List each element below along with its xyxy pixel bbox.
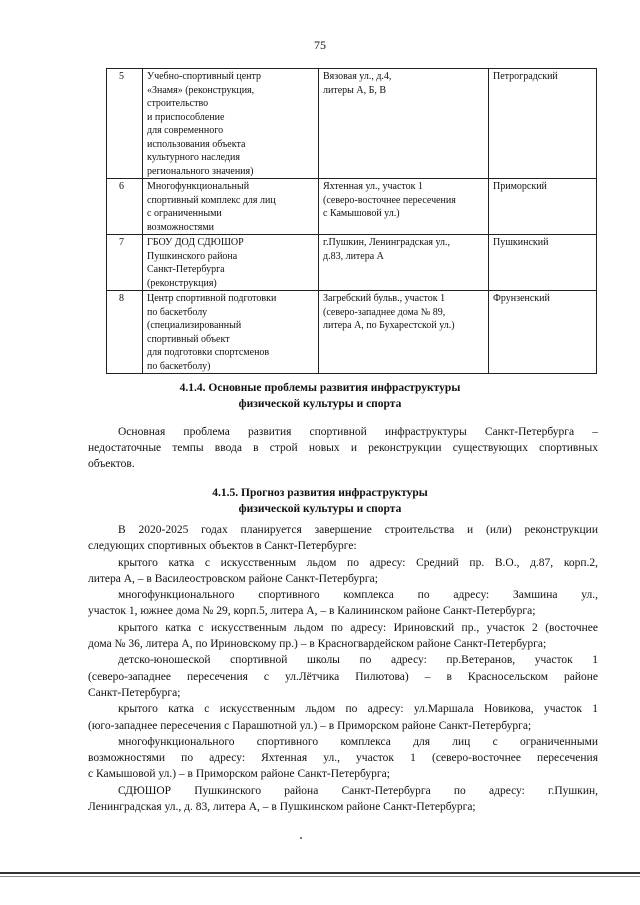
text-line: возможностями по адресу: Яхтенная ул., участок 1 (северо-восточнее пересечения	[88, 752, 598, 765]
table-row	[107, 235, 597, 291]
row-number: 5	[107, 69, 143, 179]
forecast-text	[88, 522, 598, 815]
object-district: Приморский	[489, 179, 597, 235]
text-line: литера А, – в Василеостровском районе Санкт-Петербурга;	[88, 572, 378, 585]
heading-line: физической культуры и спорта	[238, 503, 402, 515]
text-line: крытого катка с искусственным льдом по адресу: Ириновский пр., участок 2 (восточнее	[118, 621, 598, 634]
text-line: Ленинградская ул., д. 83, литера А, – в Пушкинском районе Санкт-Петербурга;	[88, 801, 476, 814]
object-name: Учебно-спортивный центр «Знамя» (реконструкция, строительство и приспособление для современного использования объекта культурного наследия регионального значения)	[143, 69, 319, 179]
text-line: (северо-западнее пересечения с ул.Лётчика Пилютова) – в Красносельском районе	[88, 670, 598, 683]
table-row	[107, 179, 597, 235]
text-line: многофункционального спортивного комплекса для лиц с ограниченными	[118, 735, 598, 748]
footer-rule-thin	[0, 876, 640, 877]
heading-line: физической культуры и спорта	[238, 398, 402, 410]
text-line: крытого катка с искусственным льдом по адресу: Средний пр. В.О., д.87, корп.2,	[118, 556, 598, 569]
page-number: 75	[314, 38, 326, 52]
text-line: многофункционального спортивного комплекса по адресу: Замшина ул.,	[118, 589, 598, 602]
text-line: дома № 36, литера А, по Ириновскому пр.) – в Красногвардейском районе Санкт-Петербурга;	[88, 638, 547, 651]
object-district: Пушкинский	[489, 235, 597, 291]
heading-line: 4.1.4. Основные проблемы развития инфраструктуры	[179, 382, 461, 394]
table-row	[107, 291, 597, 374]
text-line: крытого катка с искусственным льдом по адресу: ул.Маршала Новикова, участок 1	[118, 703, 598, 716]
row-number: 8	[107, 291, 143, 374]
text-line: Санкт-Петербурга;	[88, 686, 181, 699]
text-line: следующих спортивных объектов в Санкт-Петербурге:	[88, 540, 357, 553]
object-address: г.Пушкин, Ленинградская ул., д.83, литера А	[319, 235, 489, 291]
object-address: Загребский бульв., участок 1 (северо-западнее дома № 89, литера А, по Бухарестской ул.)	[319, 291, 489, 374]
section-heading-4-1-4	[0, 380, 640, 412]
object-district: Фрунзенский	[489, 291, 597, 374]
object-district: Петроградский	[489, 69, 597, 179]
row-number: 6	[107, 179, 143, 235]
text-line: недостаточные темпы ввода в строй новых и реконструкции существующих спортивных	[88, 442, 598, 454]
sports-objects-table	[106, 68, 597, 374]
paragraph	[88, 587, 598, 620]
object-name: Центр спортивной подготовки по баскетболу (специализированный спортивный объект для подготовки спортсменов по баскетболу)	[143, 291, 319, 374]
text-line: Основная проблема развития спортивной инфраструктуры Санкт-Петербурга –	[118, 426, 598, 438]
paragraph	[88, 734, 598, 783]
section-heading-4-1-5	[0, 485, 640, 517]
text-line: участок 1, южнее дома № 29, корп.5, литера А, – в Калининском районе Санкт-Петербурга;	[88, 605, 536, 618]
row-number: 7	[107, 235, 143, 291]
text-line: СДЮШОР Пушкинского района Санкт-Петербурга по адресу: г.Пушкин,	[118, 784, 598, 797]
text-line: с Камышовой ул.) – в Приморском районе Санкт-Петербурга;	[88, 768, 390, 781]
scan-speck	[300, 837, 302, 839]
paragraph	[88, 555, 598, 588]
text-line: детско-юношеской спортивной школы по адресу: пр.Ветеранов, участок 1	[118, 654, 598, 667]
paragraph	[88, 652, 598, 701]
object-name: Многофункциональный спортивный комплекс для лиц с ограниченными возможностями	[143, 179, 319, 235]
object-name: ГБОУ ДОД СДЮШОР Пушкинского района Санкт-Петербурга (реконструкция)	[143, 235, 319, 291]
heading-line: 4.1.5. Прогноз развития инфраструктуры	[212, 487, 428, 499]
paragraph	[88, 522, 598, 555]
text-line: В 2020-2025 годах планируется завершение строительства и (или) реконструкции	[118, 524, 598, 536]
text-line: (юго-западнее пересечения с Парашютной ул.) – в Приморском районе Санкт-Петербурга;	[88, 719, 532, 732]
paragraph-main-problem	[88, 424, 598, 472]
object-address: Вязовая ул., д.4, литеры А, Б, В	[319, 69, 489, 179]
object-address: Яхтенная ул., участок 1 (северо-восточнее пересечения с Камышовой ул.)	[319, 179, 489, 235]
paragraph	[88, 783, 598, 816]
footer-rule	[0, 872, 640, 874]
paragraph	[88, 701, 598, 734]
table-row	[107, 69, 597, 179]
paragraph	[88, 620, 598, 653]
text-line: объектов.	[88, 458, 135, 470]
